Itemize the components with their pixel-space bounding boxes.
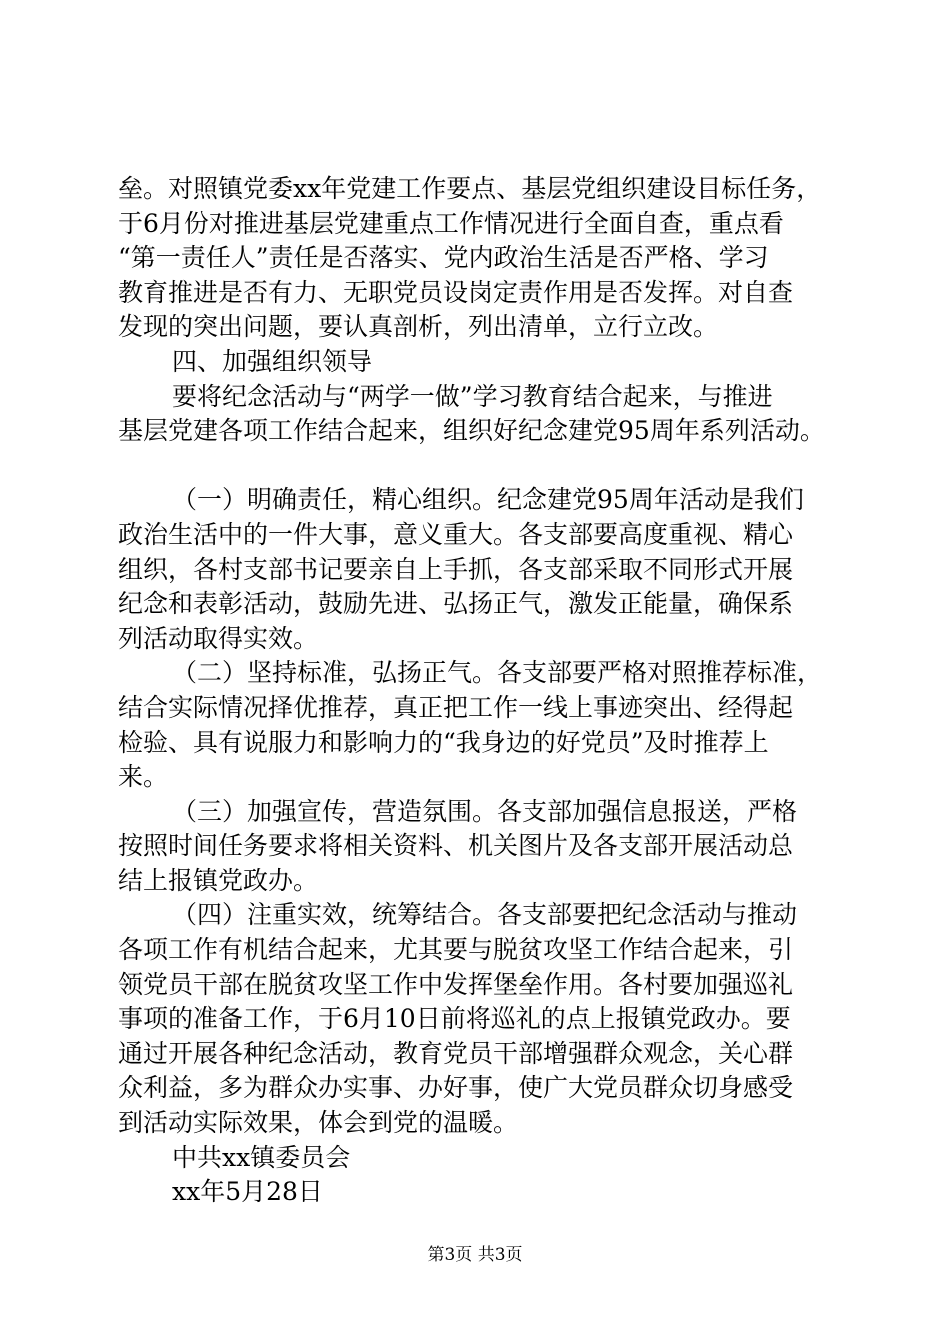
text-line: 于6月份对推进基层党建重点工作情况进行全面自查，重点看 [118,208,784,238]
text-line: 组织，各村支部书记要亲自上手抓，各支部采取不同形式开展 [118,554,794,584]
text-line: 领党员干部在脱贫攻坚工作中发挥堡垒作用。各村要加强巡礼 [118,969,794,999]
document-body [118,172,838,1210]
blank-line [118,449,838,484]
text-line: 来。 [118,762,169,792]
text-line: xx年5月28日 [172,1177,323,1207]
text-line: （一）明确责任，精心组织。纪念建党95周年活动是我们 [172,485,804,515]
text-line: 按照时间任务要求将相关资料、机关图片及各支部开展活动总 [118,831,794,861]
text-line: 发现的突出问题，要认真剖析，列出清单，立行立改。 [118,312,719,342]
text-line: 各项工作有机结合起来，尤其要与脱贫攻坚工作结合起来，引 [118,935,794,965]
text-line: （三）加强宣传，营造氛围。各支部加强信息报送，严格 [172,796,798,826]
text-line: “第一责任人”责任是否落实、党内政治生活是否严格、学习 [118,243,769,273]
text-line: 政治生活中的一件大事，意义重大。各支部要高度重视、精心 [118,519,794,549]
text-line: 纪念和表彰活动，鼓励先进、弘扬正气，激发正能量，确保系 [118,589,794,619]
text-line: 要将纪念活动与“两学一做”学习教育结合起来，与推进 [172,381,773,411]
text-line: 垒。对照镇党委xx年党建工作要点、基层党组织建设目标任务， [118,174,822,203]
text-line: 中共xx镇委员会 [172,1142,351,1172]
text-line: 结上报镇党政办。 [118,865,319,895]
text-line: 众利益，多为群众办实事、办好事，使广大党员群众切身感受 [118,1073,794,1103]
text-line: 四、加强组织领导 [172,346,373,376]
text-line: 事项的准备工作，于6月10日前将巡礼的点上报镇党政办。要 [118,1004,791,1034]
text-line: 基层党建各项工作结合起来，组织好纪念建党95周年系列活动。 [118,416,825,446]
text-line: （四）注重实效，统筹结合。各支部要把纪念活动与推动 [172,900,798,930]
page-footer: 第3页 共3页 [427,1245,523,1265]
text-line: （二）坚持标准，弘扬正气。各支部要严格对照推荐标准， [172,658,823,688]
text-line: 列活动取得实效。 [118,623,319,653]
text-line: 检验、具有说服力和影响力的“我身边的好党员”及时推荐上 [118,727,769,757]
text-line: 结合实际情况择优推荐，真正把工作一线上事迹突出、经得起 [118,692,794,722]
text-line: 教育推进是否有力、无职党员设岗定责作用是否发挥。对自查 [118,277,794,307]
text-line: 到活动实际效果，体会到党的温暖。 [118,1108,519,1138]
text-line: 通过开展各种纪念活动，教育党员干部增强群众观念，关心群 [118,1038,794,1068]
